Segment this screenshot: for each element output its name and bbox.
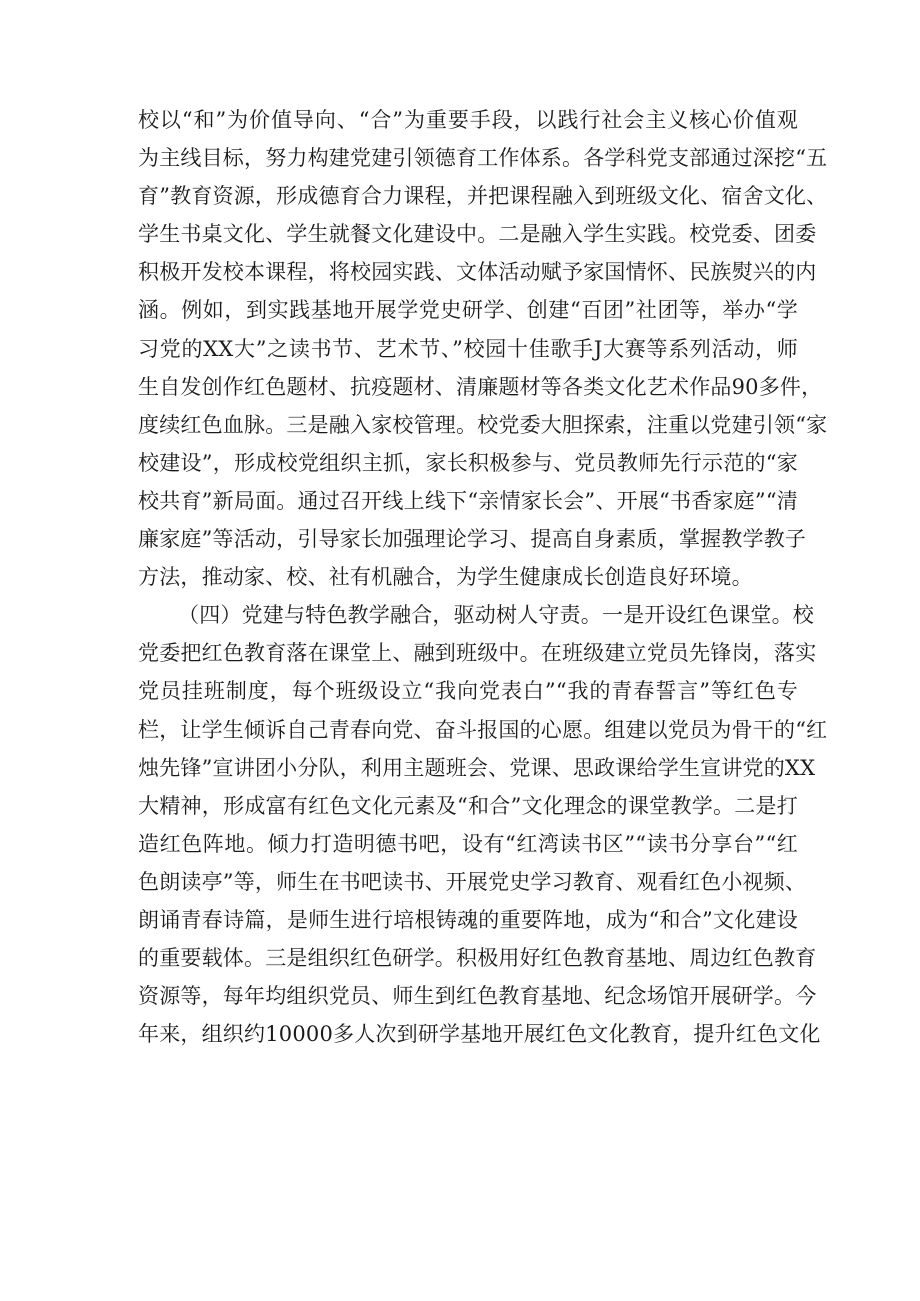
text-line: 校共育”新局面。通过召开线上线下“亲情家长会”、开展“书香家庭”“清 (138, 488, 798, 513)
text-line: 栏，让学生倾诉自己青春向党、奋斗报国的心愿。组建以党员为骨干的“红 (138, 717, 828, 742)
text-line: 朗诵青春诗篇，是师生进行培根铸魂的重要阵地，成为“和合”文化建设 (138, 907, 798, 932)
text-line: 党员挂班制度，每个班级设立“我向党表白”“我的青春誓言”等红色专 (138, 679, 798, 704)
text-line: 色朗读亭”等，师生在书吧读书、开展党史学习教育、观看红色小视频、 (138, 869, 807, 894)
text-line: 党委把红色教育落在课堂上、融到班级中。在班级建立党员先锋岗，落实 (138, 641, 817, 666)
text-line: 造红色阵地。倾力打造明德书吧，设有“红湾读书区”“读书分享台”“红 (138, 831, 798, 856)
text-line: 生自发创作红色题材、抗疫题材、清廉题材等各类文化艺术作品90多件， (138, 374, 823, 399)
text-line: 积极开发校本课程，将校园实践、文体活动赋予家国情怀、民族熨兴的内 (138, 260, 817, 285)
text-line: 方法，推动家、校、社有机融合，为学生健康成长创造良好环境。 (138, 565, 753, 590)
text-line: 为主线目标，努力构建党建引领德育工作体系。各学科党支部通过深挖“五 (138, 146, 828, 171)
text-line: 习党的XX大”之读书节、艺术节、”校园十佳歌手J大赛等系列活动，师 (138, 336, 798, 361)
text-line: 育”教育资源，形成德育合力课程，并把课程融入到班级文化、宿舍文化、 (138, 184, 828, 209)
text-line: 烛先锋”宣讲团小分队，利用主题班会、党课、思政课给学生宣讲党的XX (138, 755, 816, 780)
text-line: 涵。例如，到实践基地开展学党史研学、创建“百团”社团等，举办“学 (138, 298, 798, 323)
text-line: 大精神，形成富有红色文化元素及“和合”文化理念的课堂教学。二是打 (138, 793, 798, 818)
text-line: 校以“和”为价值导向、“合”为重要手段，以践行社会主义核心价值观 (138, 108, 798, 132)
text-line: 度续红色血脉。三是融入家校管理。校党委大胆探索，注重以党建引领“家 (138, 412, 828, 437)
text-line: 廉家庭”等活动，引导家长加强理论学习、提高自身素质，掌握教学教子 (138, 527, 807, 552)
text-line: 的重要载体。三是组织红色研学。积极用好红色教育基地、周边红色教育 (138, 946, 817, 971)
text-line: 年来，组织约10000多人次到研学基地开展红色文化教育，提升红色文化 (138, 1022, 821, 1047)
body-text (138, 101, 828, 1053)
text-line: 资源等，每年均组织党员、师生到红色教育基地、纪念场馆开展研学。今 (138, 984, 817, 1009)
text-line: 学生书桌文化、学生就餐文化建设中。二是融入学生实践。校党委、团委 (138, 222, 817, 247)
text-line: 校建设”，形成校党组织主抓，家长积极参与、党员教师先行示范的“家 (138, 450, 798, 475)
section-heading-line: （四）党建与特色教学融合，驱动树人守责。一是开设红色课堂。校 (178, 603, 814, 628)
